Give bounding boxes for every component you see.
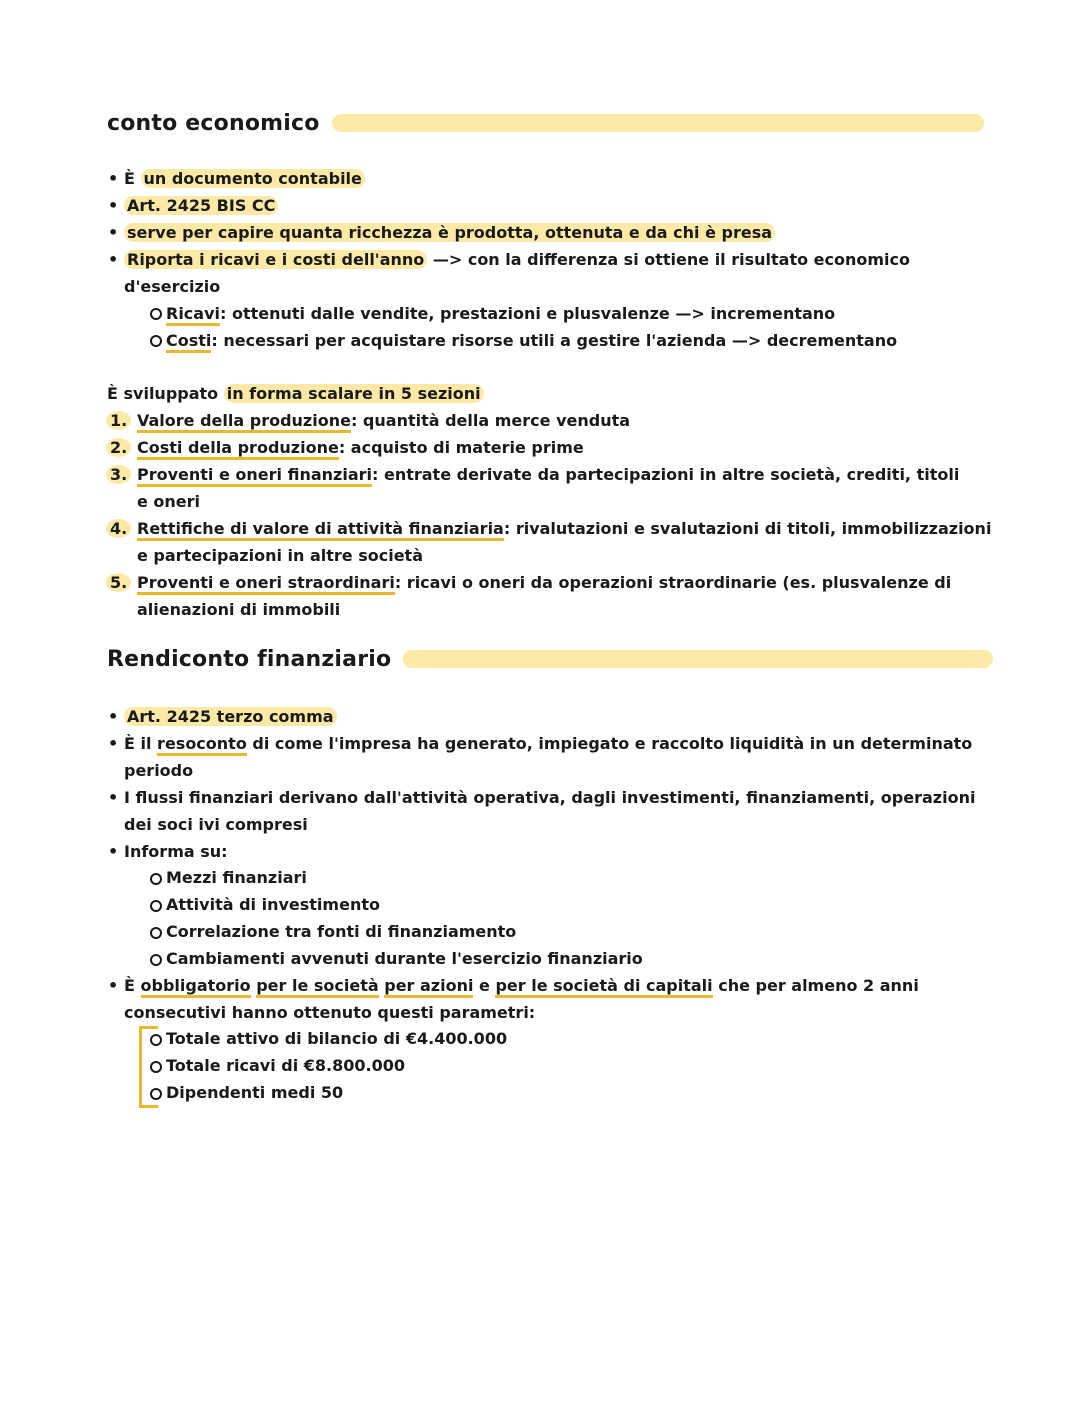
section-number: 5.	[106, 572, 131, 594]
conto-economico-header	[107, 108, 984, 138]
sections-intro: È sviluppato in forma scalare in 5 sezioni	[107, 383, 484, 405]
section-number: 2.	[106, 437, 131, 459]
bullet-dot: •	[108, 169, 119, 188]
bullet-dot: •	[108, 223, 119, 242]
bullet-item: Riporta i ricavi e i costi dell'anno —> con la differenza si ottiene il risultato economico	[124, 249, 910, 271]
sub-bullet-circle	[150, 1088, 162, 1100]
bullet-item-continuation: consecutivi hanno ottenuto questi parametri:	[124, 1003, 536, 1022]
sub-item: Cambiamenti avvenuti durante l'esercizio finanziario	[166, 949, 643, 968]
sub-bullet-circle	[150, 335, 162, 347]
sub-bullet-circle	[150, 1034, 162, 1046]
sub-bullet-circle	[150, 873, 162, 885]
section-item: Costi della produzione: acquisto di materie prime	[137, 437, 584, 459]
bullet-item: Art. 2425 terzo comma	[124, 706, 337, 728]
section-item: Valore della produzione: quantità della merce venduta	[137, 410, 630, 432]
bullet-dot: •	[108, 734, 119, 753]
sub-bullet-circle	[150, 927, 162, 939]
section-title: conto economico	[107, 110, 320, 136]
bullet-dot: •	[108, 707, 119, 726]
section-title: Rendiconto finanziario	[107, 646, 392, 672]
sub-item: Ricavi: ottenuti dalle vendite, prestazioni e plusvalenze —> incrementano	[166, 303, 835, 325]
param-item: Dipendenti medi 50	[166, 1083, 344, 1102]
title-highlight-bar	[332, 114, 984, 132]
section-item-continuation: alienazioni di immobili	[137, 600, 341, 619]
section-item: Proventi e oneri finanziari: entrate derivate da partecipazioni in altre società, crediti, titoli	[137, 464, 959, 486]
bullet-dot: •	[108, 842, 119, 861]
section-item: Proventi e oneri straordinari: ricavi o oneri da operazioni straordinarie (es. plusvalenze di	[137, 572, 951, 594]
sub-bullet-circle	[150, 900, 162, 912]
param-item: Totale attivo di bilancio di €4.400.000	[166, 1029, 508, 1048]
bullet-dot: •	[108, 788, 119, 807]
param-item: Totale ricavi di €8.800.000	[166, 1056, 405, 1075]
sub-item: Costi: necessari per acquistare risorse utili a gestire l'azienda —> decrementano	[166, 330, 897, 352]
bullet-item: Art. 2425 BIS CC	[124, 195, 278, 217]
section-number: 4.	[106, 518, 131, 540]
section-number: 3.	[106, 464, 131, 486]
bullet-item: È un documento contabile	[124, 168, 365, 190]
bullet-item-continuation: periodo	[124, 761, 194, 780]
bullet-item-continuation: dei soci ivi compresi	[124, 815, 308, 834]
bullet-dot: •	[108, 976, 119, 995]
bullet-dot: •	[108, 196, 119, 215]
bullet-dot: •	[108, 250, 119, 269]
bullet-item: I flussi finanziari derivano dall'attività operativa, dagli investimenti, finanziamenti, operazioni	[124, 788, 976, 807]
sub-item: Attività di investimento	[166, 895, 380, 914]
sub-bullet-circle	[150, 954, 162, 966]
title-highlight-bar	[403, 650, 993, 668]
bullet-item: Informa su:	[124, 842, 228, 861]
sub-item: Correlazione tra fonti di finanziamento	[166, 922, 517, 941]
sub-bullet-circle	[150, 308, 162, 320]
bullet-item: È il resoconto di come l'impresa ha generato, impiegato e raccolto liquidità in un determinato	[124, 733, 972, 755]
sub-bullet-circle	[150, 1061, 162, 1073]
bullet-item: serve per capire quanta ricchezza è prodotta, ottenuta e da chi è presa	[124, 222, 775, 244]
section-item-continuation: e partecipazioni in altre società	[137, 546, 423, 565]
bullet-item: È obbligatorio per le società per azioni e per le società di capitali che per almeno 2 anni	[124, 975, 919, 997]
section-item: Rettifiche di valore di attività finanziaria: rivalutazioni e svalutazioni di titoli, immobilizzazioni	[137, 518, 991, 540]
section-item-continuation: e oneri	[137, 492, 201, 511]
rendiconto-header	[107, 644, 993, 674]
sub-item: Mezzi finanziari	[166, 868, 307, 887]
section-number: 1.	[106, 410, 131, 432]
bullet-item-continuation: d'esercizio	[124, 277, 221, 296]
